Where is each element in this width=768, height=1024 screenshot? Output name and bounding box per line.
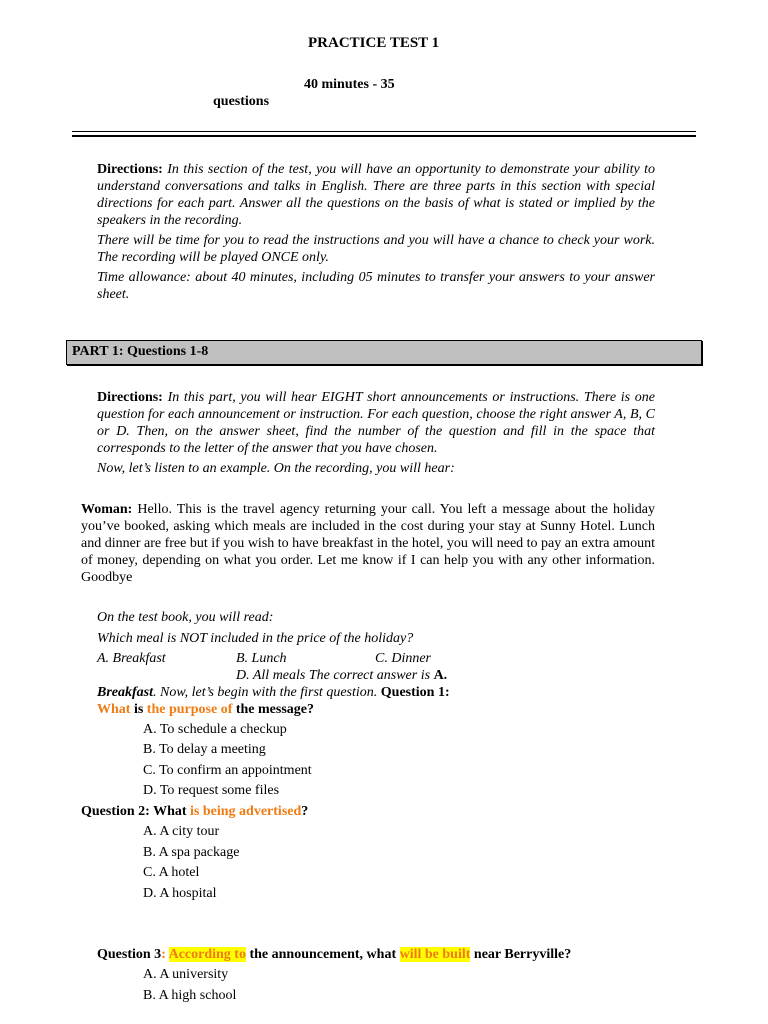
- question-1-label: Question 1:: [380, 685, 450, 700]
- question-count-word: questions: [213, 94, 270, 109]
- q1-option-c: C. To confirm an appointment: [143, 763, 312, 778]
- q3-option-a: A. A university: [143, 967, 229, 982]
- begin-line: Breakfast. Now, let’s begin with the first question. Question 1:: [97, 685, 450, 700]
- page-title: PRACTICE TEST 1: [308, 35, 440, 51]
- example-option-b: B. Lunch: [236, 651, 287, 666]
- q2-option-b: B. A spa package: [143, 845, 240, 860]
- part1-directions: Directions: In this part, you will hear EIGHT short announcements or instructions. There is one question for each announcement or instruction. For each question, choose the right answer A, B, C or D. Then, on the answer sheet, find the number of the question and fill in the space that corresponds to the letter of the answer that you have chosen. Now, let’s listen to an example. On the recording, you will hear:: [97, 390, 656, 476]
- example-option-d-line: D. All meals The correct answer is A.: [236, 668, 448, 683]
- main-directions-para3: Time allowance: about 40 minutes, including 05 minutes to transfer your answers to your answer sheet.: [97, 270, 655, 302]
- example-option-c: C. Dinner: [375, 651, 431, 666]
- main-directions-para1: Directions: In this section of the test, you will have an opportunity to demonstrate your ability to understand conversations and talks in English. There are three parts in this section with special directions for each part. Answer all the questions on the basis of what is stated or implied by the speakers in the recording.: [97, 162, 656, 228]
- part1-title: PART 1: Questions 1-8: [72, 344, 209, 359]
- question-3: Question 3: According to the announcement, what will be built near Berryville?: [97, 947, 572, 962]
- q2-option-c: C. A hotel: [143, 865, 200, 880]
- part1-header-box: [66, 340, 702, 365]
- question-1-text: What is the purpose of the message?: [97, 702, 315, 717]
- q1-option-b: B. To delay a meeting: [143, 742, 266, 757]
- directions-label: Directions:: [97, 162, 163, 177]
- speaker-label: Woman:: [81, 502, 133, 517]
- example-option-a: A. Breakfast: [97, 651, 166, 666]
- correct-word: Breakfast: [97, 685, 153, 700]
- q2-option-d: D. A hospital: [143, 886, 217, 901]
- correct-letter: A.: [433, 668, 448, 683]
- q3-option-b: B. A high school: [143, 988, 237, 1003]
- question-2: Question 2: What is being advertised?: [81, 804, 309, 819]
- q1-option-a: A. To schedule a checkup: [143, 722, 287, 737]
- time-limit: 40 minutes - 35: [304, 77, 395, 92]
- main-directions-para2: There will be time for you to read the instructions and you will have a chance to check your work. The recording will be played ONCE only.: [97, 233, 655, 265]
- main-directions: [97, 161, 655, 303]
- q1-option-d: D. To request some files: [143, 783, 280, 798]
- part1-directions-label: Directions:: [97, 390, 163, 405]
- example-intro: Now, let’s listen to an example. On the recording, you will hear:: [97, 461, 455, 476]
- divider-bottom: [72, 135, 696, 137]
- example-transcript: Woman: Hello. This is the travel agency returning your call. You left a message about the holiday you’ve booked, asking which meals are included in the cost during your stay at Sunny Hotel. Lunch and dinner are free but if you wish to have breakfast in the hotel, you will need to pay an extra amount of money, depending on what you order. Let me know if I can help you with any other information. Goodbye: [81, 502, 655, 585]
- q2-option-a: A. A city tour: [143, 824, 220, 839]
- read-intro: On the test book, you will read:: [97, 610, 274, 625]
- divider-top: [72, 131, 696, 132]
- example-question: Which meal is NOT included in the price of the holiday?: [97, 631, 414, 646]
